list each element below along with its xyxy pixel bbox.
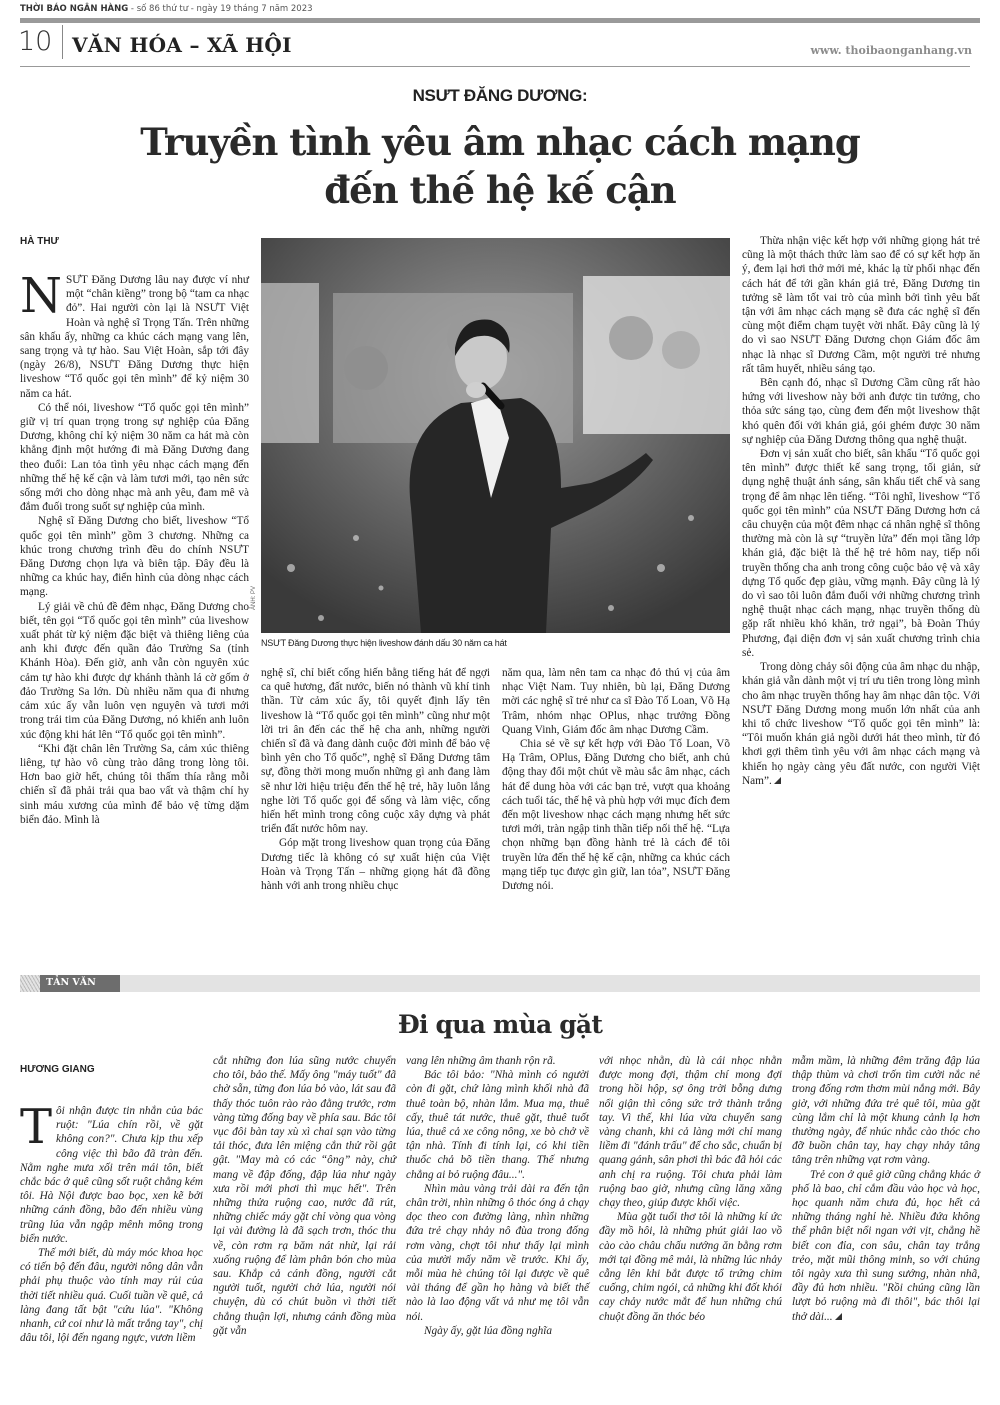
- paragraph: Góp mặt trong liveshow quan trọng của Đăng Dương tiếc là không có sự xuất hiện của Việt Hoàn và Trọng Tấn – những giọng hát đã đồng hành với anh trong nhiều chục: [261, 837, 490, 893]
- paragraph: Mùa gặt tuổi thơ tôi là những kí ức đầy mồ hôi, là những phút giải lao vồ cào cào châu chấu nướng ăn bằng rơm mới tại đồng mê mải, là những lúc nhảy cẫng lên khi bắt được tổ trứng chim cuống, chim ngói, cả những khi đốt khói cay chảy nước mắt để hun những chú chuột đồng ăn thóc béo: [599, 1211, 782, 1323]
- paragraph: Trong dòng chảy sôi động của âm nhạc du nhập, khán giả vẫn dành một vị trí ưu tiên trong lòng mình cho âm nhạc truyền thống hay âm nhạc dân tộc. Với NSƯT Đăng Dương mong muốn lớn nhất của anh khi tổ chức liveshow “Tổ quốc gọi tên mình” là: “Tôi muốn khán giả ngồi dưới hát theo mình, từ đó khơi gợi thêm tình yêu với âm nhạc cách mạng và khiến họ ngày càng yêu đất nước, con người Việt Nam”.: [742, 661, 980, 787]
- drop-cap: T: [20, 1099, 53, 1155]
- issue-info: - số 86 thứ tư - ngày 19 tháng 7 năm 2023: [128, 4, 313, 14]
- paragraph: Lý giải về chủ đề đêm nhạc, Đăng Dương cho biết, tên gọi “Tổ quốc gọi tên mình” của liveshow xuất phát từ kỷ niệm đặc biệt và thiêng liêng của anh khi được đến quần đảo Trường Sa (tỉnh Khánh Hòa). Đến giờ, anh vẫn còn nguyên xúc cảm tự hào khi được dự khánh thành lá cờ gốm ở đảo Trường Sa lớn. Dù nhiều năm qua đi nhưng cảm xúc ấy vẫn luôn vẹn nguyên và tươi mới trong trái tim của Đăng Dương, nó khiến anh luôn xúc động khi hát lên “Tổ quốc gọi tên mình”.: [20, 600, 249, 741]
- photo-caption: NSƯT Đăng Dương thực hiện liveshow đánh dấu 30 năm ca hát: [261, 638, 507, 648]
- paragraph: Trẻ con ở quê giờ cũng chẳng khác ở phố là bao, chỉ cắm đầu vào học và học, học quanh năm chưa đủ, học hết cả những tháng nghỉ hè. Nhiều đứa không thể phân biệt nổi ngan với vịt, chẳng hề biết con đỉa, con sâu, chân tay trắng trẻo, mặt mũi thông minh, so với chúng tôi ngày xưa thì sung sướng, nhàn nhã, đầy đủ hơn nhiều. "Rồi chúng cũng lần lượt bỏ ruộng mà đi thôi", bác thôi lại thở dài...: [792, 1168, 980, 1323]
- paragraph: Tôi nhận được tin nhắn của bác ruột: "Lúa chín rồi, về gặt không con?". Chưa kịp thu xếp công việc thì bão đã tràn đến. Nằm nghe mưa xối trên mái tôn, biết chắc bác ở quê cũng sốt ruột chẳng kém tôi. Hà Nội được bao bọc, xen kẽ bởi những cánh đồng, bão đến nhiều vùng trũng lúa vẫn ngập mênh mông trong biển nước.: [20, 1099, 203, 1245]
- article-headline: [40, 118, 960, 214]
- headline-line-1: Truyền tình yêu âm nhạc cách mạng: [140, 120, 860, 164]
- paragraph: Nhìn màu vàng trải dài ra đến tận chân trời, nhìn những ô thóc óng ả chạy dọc theo con đường làng, nhìn những đứa trẻ chạy nhảy nô đùa trong đống rơm vàng, chợt tôi như thấy lại mình của mười mấy năm về trước. Khi ấy, mỗi mùa hè chúng tôi lại được về quê vài tháng để gần họ hàng và biết thế nào là lao động vất vả như mẹ tôi vẫn nói.: [406, 1182, 589, 1323]
- website-link[interactable]: www. thoibaonganhang.vn: [810, 44, 972, 57]
- issue-line: [20, 4, 313, 14]
- paragraph: nghệ sĩ, chỉ biết cống hiến bằng tiếng hát để ngợi ca quê hương, đất nước, biến nó thành vũ khí tinh thần. Từ cảm xúc ấy, tôi quyết định lấy tên liveshow là “Tổ quốc gọi tên mình” cũng như một lời tri ân đến các thế hệ cha anh, những người chiến sĩ đã và đang dành cuộc đời mình để bảo vệ bình yên cho Tổ quốc”, nghệ sĩ Đăng Dương tâm sự, đồng thời mong muốn những gì anh đang làm sẽ như lời hiệu triệu đến thế hệ trẻ, hãy luôn lắng nghe lời Tổ quốc gọi để sống và làm việc, cống hiến hết mình trong công cuộc xây dựng và phát triển đất nước hôm nay.: [261, 667, 490, 836]
- header-rule: [20, 66, 970, 67]
- paragraph: với nhọc nhằn, dù là cái nhọc nhằn được mong đợi, thậm chí mong đợi trong hồi hộp, sợ ông trời bỗng dưng nổi giận thì công sức trở thành trắng tay. Vì thế, khi lúa vừa chuyển sang vàng chanh, khi cả làng mới chỉ mang liềm đi "đánh trấu" để cho sắc, chuẩn bị quang gánh, sân phơi thì bác đã hỏi các anh chị ra ruộng. Tôi chưa phải làm ruộng bao giờ, nhưng cũng lăng xăng chạy theo, giúp được khối việc.: [599, 1055, 782, 1210]
- article-photo: [261, 238, 730, 633]
- article-byline: HÀ THƯ: [20, 236, 59, 247]
- article-column-3: [502, 666, 730, 893]
- paragraph: Có thể nói, liveshow “Tổ quốc gọi tên mình” giữ vị trí quan trọng trong sự nghiệp của Đăng Dương, không chỉ kỷ niệm 30 năm ca hát mà còn khẳng định một hướng đi mà Đăng Dương đang theo đuổi: Lan tỏa tình yêu nhạc cách mạng đến những thế hệ kế cận và làm tươi mới, tạo nên sức sống mới cho dòng nhạc mà anh yêu, đam mê và đắm đuối trong suốt sự nghiệp của mình.: [20, 401, 249, 514]
- paragraph: Đơn vị sản xuất cho biết, sân khấu “Tổ quốc gọi tên mình” được thiết kế sang trọng, tối giản, sử dụng nghệ thuật ánh sáng, sân khấu tiết chế và sang trọng để âm nhạc lên tiếng. “Tôi nghĩ, liveshow “Tổ quốc gọi tên mình” của NSƯT Đăng Dương hơn cả câu chuyện của một đêm nhạc cá nhân nghệ sĩ thông thường mà còn là sự “truyền lửa” đến mọi tầng lớp khán giả, đặc biệt là thế hệ trẻ hôm nay, tiếp nối truyền thống cha anh trong công cuộc bảo vệ và xây dựng Tổ quốc đẹp giàu, vững mạnh. Đây cũng là lý do vì sao tôi luôn đắm đuối với những chương trình nghệ thuật nhạc cách mạng, nhạc truyền thống dù gặp rất nhiều khó khăn, trở ngại”, bà Đoàn Thúy Phương, đại diện đơn vị sản xuất chương trình chia sẻ.: [742, 448, 980, 659]
- header-divider: [62, 25, 63, 59]
- section-band: [20, 975, 980, 992]
- photo-credit: ẢNH: PV: [251, 585, 257, 610]
- top-rule: [20, 18, 980, 23]
- end-mark-icon: [774, 777, 781, 784]
- essay-column-4: [599, 1054, 782, 1324]
- article-column-2: [261, 666, 490, 893]
- article-column-4: [742, 234, 980, 788]
- paragraph: Ngày ấy, gặt lúa đồng nghĩa: [424, 1324, 553, 1337]
- drop-cap: N: [20, 268, 62, 324]
- end-mark-icon: [835, 1313, 842, 1320]
- essay-column-5: [792, 1054, 980, 1324]
- article-kicker: NSƯT ĐĂNG DƯƠNG:: [412, 86, 588, 105]
- essay-column-1: [20, 1099, 203, 1345]
- singer-on-stage-image: [261, 238, 730, 633]
- paragraph: cắt những đon lúa sũng nước chuyển cho tôi, bảo thế. Mấy ông "máy tuốt" đã chờ sẵn, từng đon lúa bỏ vào, lát sau đã thấy thóc tuôn rào rào đằng trước, rơm vàng từng đống bay về phía sau. Bác tôi vục đôi bàn tay xù xì chai sạn vào từng tải thóc, đưa lên miệng cắn thử rồi gật gật. "May mà có các “ông” này, chứ mang về đập đống, đập lúa như ngày xưa rồi mới phơi thì mục hết". Trên những thửa ruộng cao, nước đã rút, những chiếc máy gặt chỉ vòng qua vòng lại vài đường là đã sạch trơn, thóc thu về, còn rơm rạ băm nát nhừ, lại rải xuống ruộng để làm phân bón cho mùa sau. Khắp cả cánh đồng, người cắt người tuốt, người chở lúa, người nói chuyện, dù có chút buồn vì thời tiết chẳng thuận lợi, nhưng cánh đồng mùa gặt vẫn: [213, 1055, 396, 1337]
- paper-name: THỜI BÁO NGÂN HÀNG: [20, 4, 129, 14]
- section-title: VĂN HÓA – XÃ HỘI: [72, 33, 292, 57]
- essay-title: Đi qua mùa gặt: [397, 1010, 603, 1039]
- paragraph: Bên cạnh đó, nhạc sĩ Dương Cầm cũng rất hào hứng với liveshow này bởi anh được tin tưởng, cho thỏa sức sáng tạo, cùng đem đến một liveshow thật khó quên đối với khán giả, gói ghém được 30 năm sự nghiệp của Đăng Dương thông qua nghệ thuật.: [742, 377, 980, 446]
- paragraph: Thế mới biết, dù máy móc khoa học có tiến bộ đến đâu, người nông dân vẫn phải phụ thuộc vào tính may rủi của thời tiết nhiều quá. Cuối tuần về quê, cả làng đang tất bật "cứu lúa". "Không nhanh, cứ coi như là mất trắng tay", chị dâu tôi, lội đến ngang ngực, vươn liềm: [20, 1247, 203, 1345]
- paragraph: năm qua, làm nên tam ca nhạc đỏ thú vị của âm nhạc Việt Nam. Tuy nhiên, bù lại, Đăng Dương mời các nghệ sĩ trẻ như ca sĩ Đào Tố Loan, Võ Hạ Trâm, nhóm nhạc OPlus, nhạc trưởng Đồng Quang Vinh, Giám đốc âm nhạc Dương Cầm.: [502, 667, 730, 736]
- article-column-1: [20, 268, 249, 827]
- paragraph: NSƯT Đăng Dương lâu nay được ví như một “chân kiềng” trong bộ “tam ca nhạc đỏ”. Hai người còn lại là NSƯT Việt Hoàn và nghệ sĩ Trọng Tấn. Trên những sân khấu ấy, những ca khúc cách mạng vang lên, sang trọng và tự hào. Sau Việt Hoàn, sắp tới đây (ngày 26/8), NSƯT Đăng Dương thực hiện liveshow “Tổ quốc gọi tên mình” để kỷ niệm 30 năm ca hát.: [20, 268, 249, 400]
- essay-column-2: [213, 1054, 396, 1338]
- paragraph: Nghệ sĩ Đăng Dương cho biết, liveshow “Tổ quốc gọi tên mình” gồm 3 chương. Những ca khúc trong chương trình đều do chính NSƯT Đăng Dương chọn lựa và biên tập. Đây đều là những ca khúc hay, điển hình của dòng nhạc cách mạng.: [20, 515, 249, 599]
- paragraph: Chia sẻ về sự kết hợp với Đào Tố Loan, Võ Hạ Trâm, OPlus, Đăng Dương cho biết, anh chủ động thay đổi một chút về màu sắc âm nhạc, cách hát để dung hòa với các bạn trẻ, vượt qua khoảng cách tuổi tác, thế hệ và phù hợp với mục đích đem đến một liveshow nhạc cách mạng nhưng hết sức tươi mới, tràn ngập tinh thần tiếp nối thế hệ. “Lựa chọn những bạn đồng hành trẻ là cách để tôi truyền lửa đến thế hệ kế cận, những ca khúc cách mạng tiếp tục được gìn giữ, lan tỏa”, NSƯT Đăng Dương nói.: [502, 738, 730, 893]
- paragraph: Thừa nhận việc kết hợp với những giọng hát trẻ cũng là một thách thức làm sao để có sự kết hợp ăn ý, đem lại hơi thở mới mẻ, khác lạ từ phối nhạc đến cách hát để tới gần khán giả trẻ, Đăng Dương tin tưởng sẽ làm tốt vai trò của mình bởi tình yêu bất tận với âm nhạc cách mạng sẽ đưa các nghệ sĩ đến cùng một điểm chạm tuyệt vời nhất. Đây cũng là lý do vì sao NSƯT Đăng Dương chọn Giám đốc âm nhạc là nhạc sĩ Dương Cầm, một người trẻ nhưng rất tâm huyết, nhiều sáng tạo.: [742, 235, 980, 375]
- paragraph: “Khi đặt chân lên Trường Sa, cảm xúc thiêng liêng, tự hào vô cùng trào dâng trong lòng tôi. Hơn bao giờ hết, chúng tôi thấm thía rằng mỗi chiến sĩ đã phải trải qua bao vất và thậm chí hy sinh máu xương của mình để bảo vệ từng dặm biển đảo. Mình là: [20, 742, 249, 826]
- paragraph: Bác tôi bảo: "Nhà mình có người còn đi gặt, chứ làng mình khối nhà đã thuê toàn bộ, nhàn lắm. Mua mạ, thuê cấy, thuê tát nước, thuê gặt, thuê tuốt lúa, thuê cả xe công nông, xe bò chở về tận nhà. Tính đi tính lại, có khi tiền thuốc chả bõ tiền thang. Thế nhưng chẳng ai bỏ ruộng đâu...".: [406, 1069, 589, 1181]
- paragraph: vang lên những âm thanh rộn rã.: [406, 1055, 556, 1067]
- paragraph: mẫm mầm, là những đêm trăng đập lúa thập thùm và chơi trốn tìm cười nắc nẻ trong đống rơm thơm mùi nắng mới. Bây giờ, với những đứa trẻ quê tôi, mùa gặt cùng lắm chỉ là một khung cảnh lạ hơn thường ngày, để nhúc nhắc cào thóc cho đỡ buồn chân tay, hay chạy nhảy tâng tâng trên những vạt rơm vàng.: [792, 1055, 980, 1167]
- essay-byline: HƯƠNG GIANG: [20, 1064, 95, 1075]
- essay-column-3: [406, 1054, 589, 1338]
- section-tag: TẢN VĂN: [46, 977, 96, 988]
- page-number: 10: [18, 26, 53, 57]
- headline-line-2: đến thế hệ kế cận: [324, 168, 676, 212]
- stripes-icon: [20, 975, 40, 992]
